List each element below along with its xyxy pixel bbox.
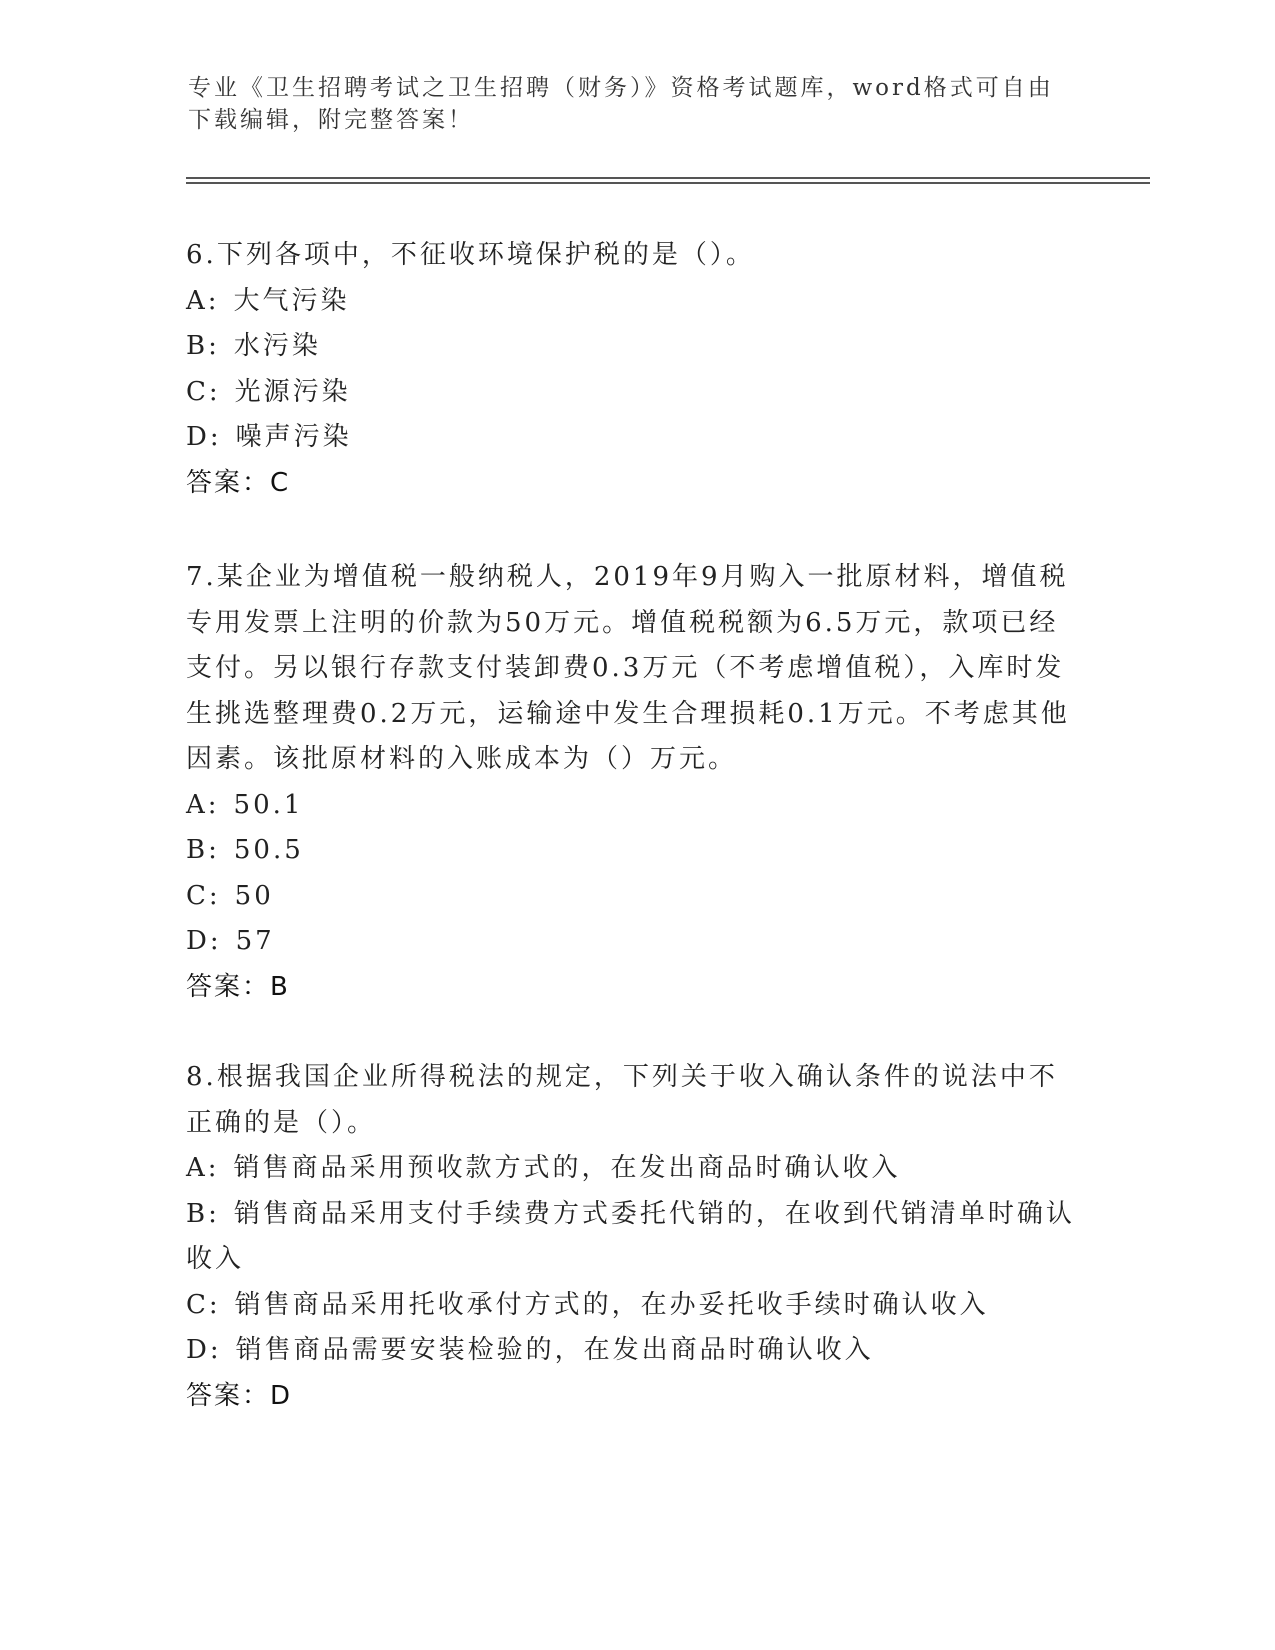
option-letter: D:	[186, 926, 222, 956]
question-8	[186, 1055, 1086, 1419]
question-number: 7.	[186, 562, 217, 592]
option-text: 50.5	[233, 835, 304, 865]
option-text: 销售商品采用支付手续费方式委托代销的，在收到代销清单时确认收入	[186, 1198, 1075, 1274]
option-letter: B:	[186, 835, 220, 865]
option-d	[186, 1328, 1086, 1374]
question-6	[186, 233, 1086, 506]
answer-line: 答案：C	[186, 467, 291, 498]
header-divider-top	[186, 177, 1150, 179]
option-c	[186, 874, 1086, 920]
option-letter: A:	[186, 285, 220, 316]
option-c	[186, 1283, 1086, 1329]
option-b	[186, 828, 1086, 874]
option-d	[186, 919, 1086, 965]
header-divider-bottom	[186, 182, 1150, 184]
option-a	[186, 1146, 1086, 1192]
answer-line: 答案：D	[186, 1380, 293, 1411]
option-text: 销售商品采用托收承付方式的，在办妥托收手续时确认收入	[234, 1289, 989, 1320]
option-b	[186, 324, 1086, 370]
question-text	[186, 555, 1086, 783]
options-list	[186, 1146, 1086, 1374]
question-stem: 某企业为增值税一般纳税人，2019年9月购入一批原材料，增值税专用发票上注明的价款为50万元。增值税税额为6.5万元，款项已经支付。另以银行存款支付装卸费0.3万元（不考虑增值税），入库时发生挑选整理费0.2万元，运输途中发生合理损耗0.1万元。不考虑其他因素。该批原材料的入账成本为（）万元。	[186, 562, 1070, 774]
option-text: 50	[234, 880, 274, 911]
option-text: 销售商品采用预收款方式的，在发出商品时确认收入	[233, 1153, 901, 1183]
option-text: 50.1	[233, 789, 304, 820]
question-number: 8.	[186, 1062, 217, 1092]
option-letter: C:	[186, 1289, 221, 1320]
option-letter: D:	[186, 1335, 222, 1365]
option-letter: D:	[186, 422, 222, 452]
option-text: 噪声污染	[235, 422, 352, 452]
options-list	[186, 783, 1086, 965]
question-text	[186, 233, 1086, 279]
document-header: 专业《卫生招聘考试之卫生招聘（财务）》资格考试题库，word格式可自由下载编辑，附完整答案！	[188, 75, 1054, 133]
option-letter: A:	[186, 789, 220, 820]
option-letter: C:	[186, 880, 221, 911]
option-b	[186, 1192, 1086, 1283]
option-d	[186, 415, 1086, 461]
option-text: 水污染	[233, 331, 321, 361]
option-letter: A:	[186, 1153, 220, 1183]
option-letter: B:	[186, 1198, 220, 1229]
options-list	[186, 279, 1086, 461]
question-text	[186, 1055, 1086, 1146]
option-text: 销售商品需要安装检验的，在发出商品时确认收入	[235, 1335, 874, 1365]
question-7	[186, 555, 1086, 1010]
option-c	[186, 370, 1086, 416]
answer-line: 答案：B	[186, 971, 290, 1002]
option-letter: C:	[186, 376, 221, 407]
option-a	[186, 783, 1086, 829]
option-text: 57	[235, 926, 275, 956]
option-a	[186, 279, 1086, 325]
option-letter: B:	[186, 331, 220, 361]
option-text: 光源污染	[234, 376, 351, 407]
question-stem: 根据我国企业所得税法的规定，下列关于收入确认条件的说法中不正确的是（）。	[186, 1062, 1058, 1138]
option-text: 大气污染	[233, 285, 350, 316]
question-stem: 下列各项中，不征收环境保护税的是（）。	[216, 240, 755, 270]
question-number: 6.	[186, 240, 217, 270]
